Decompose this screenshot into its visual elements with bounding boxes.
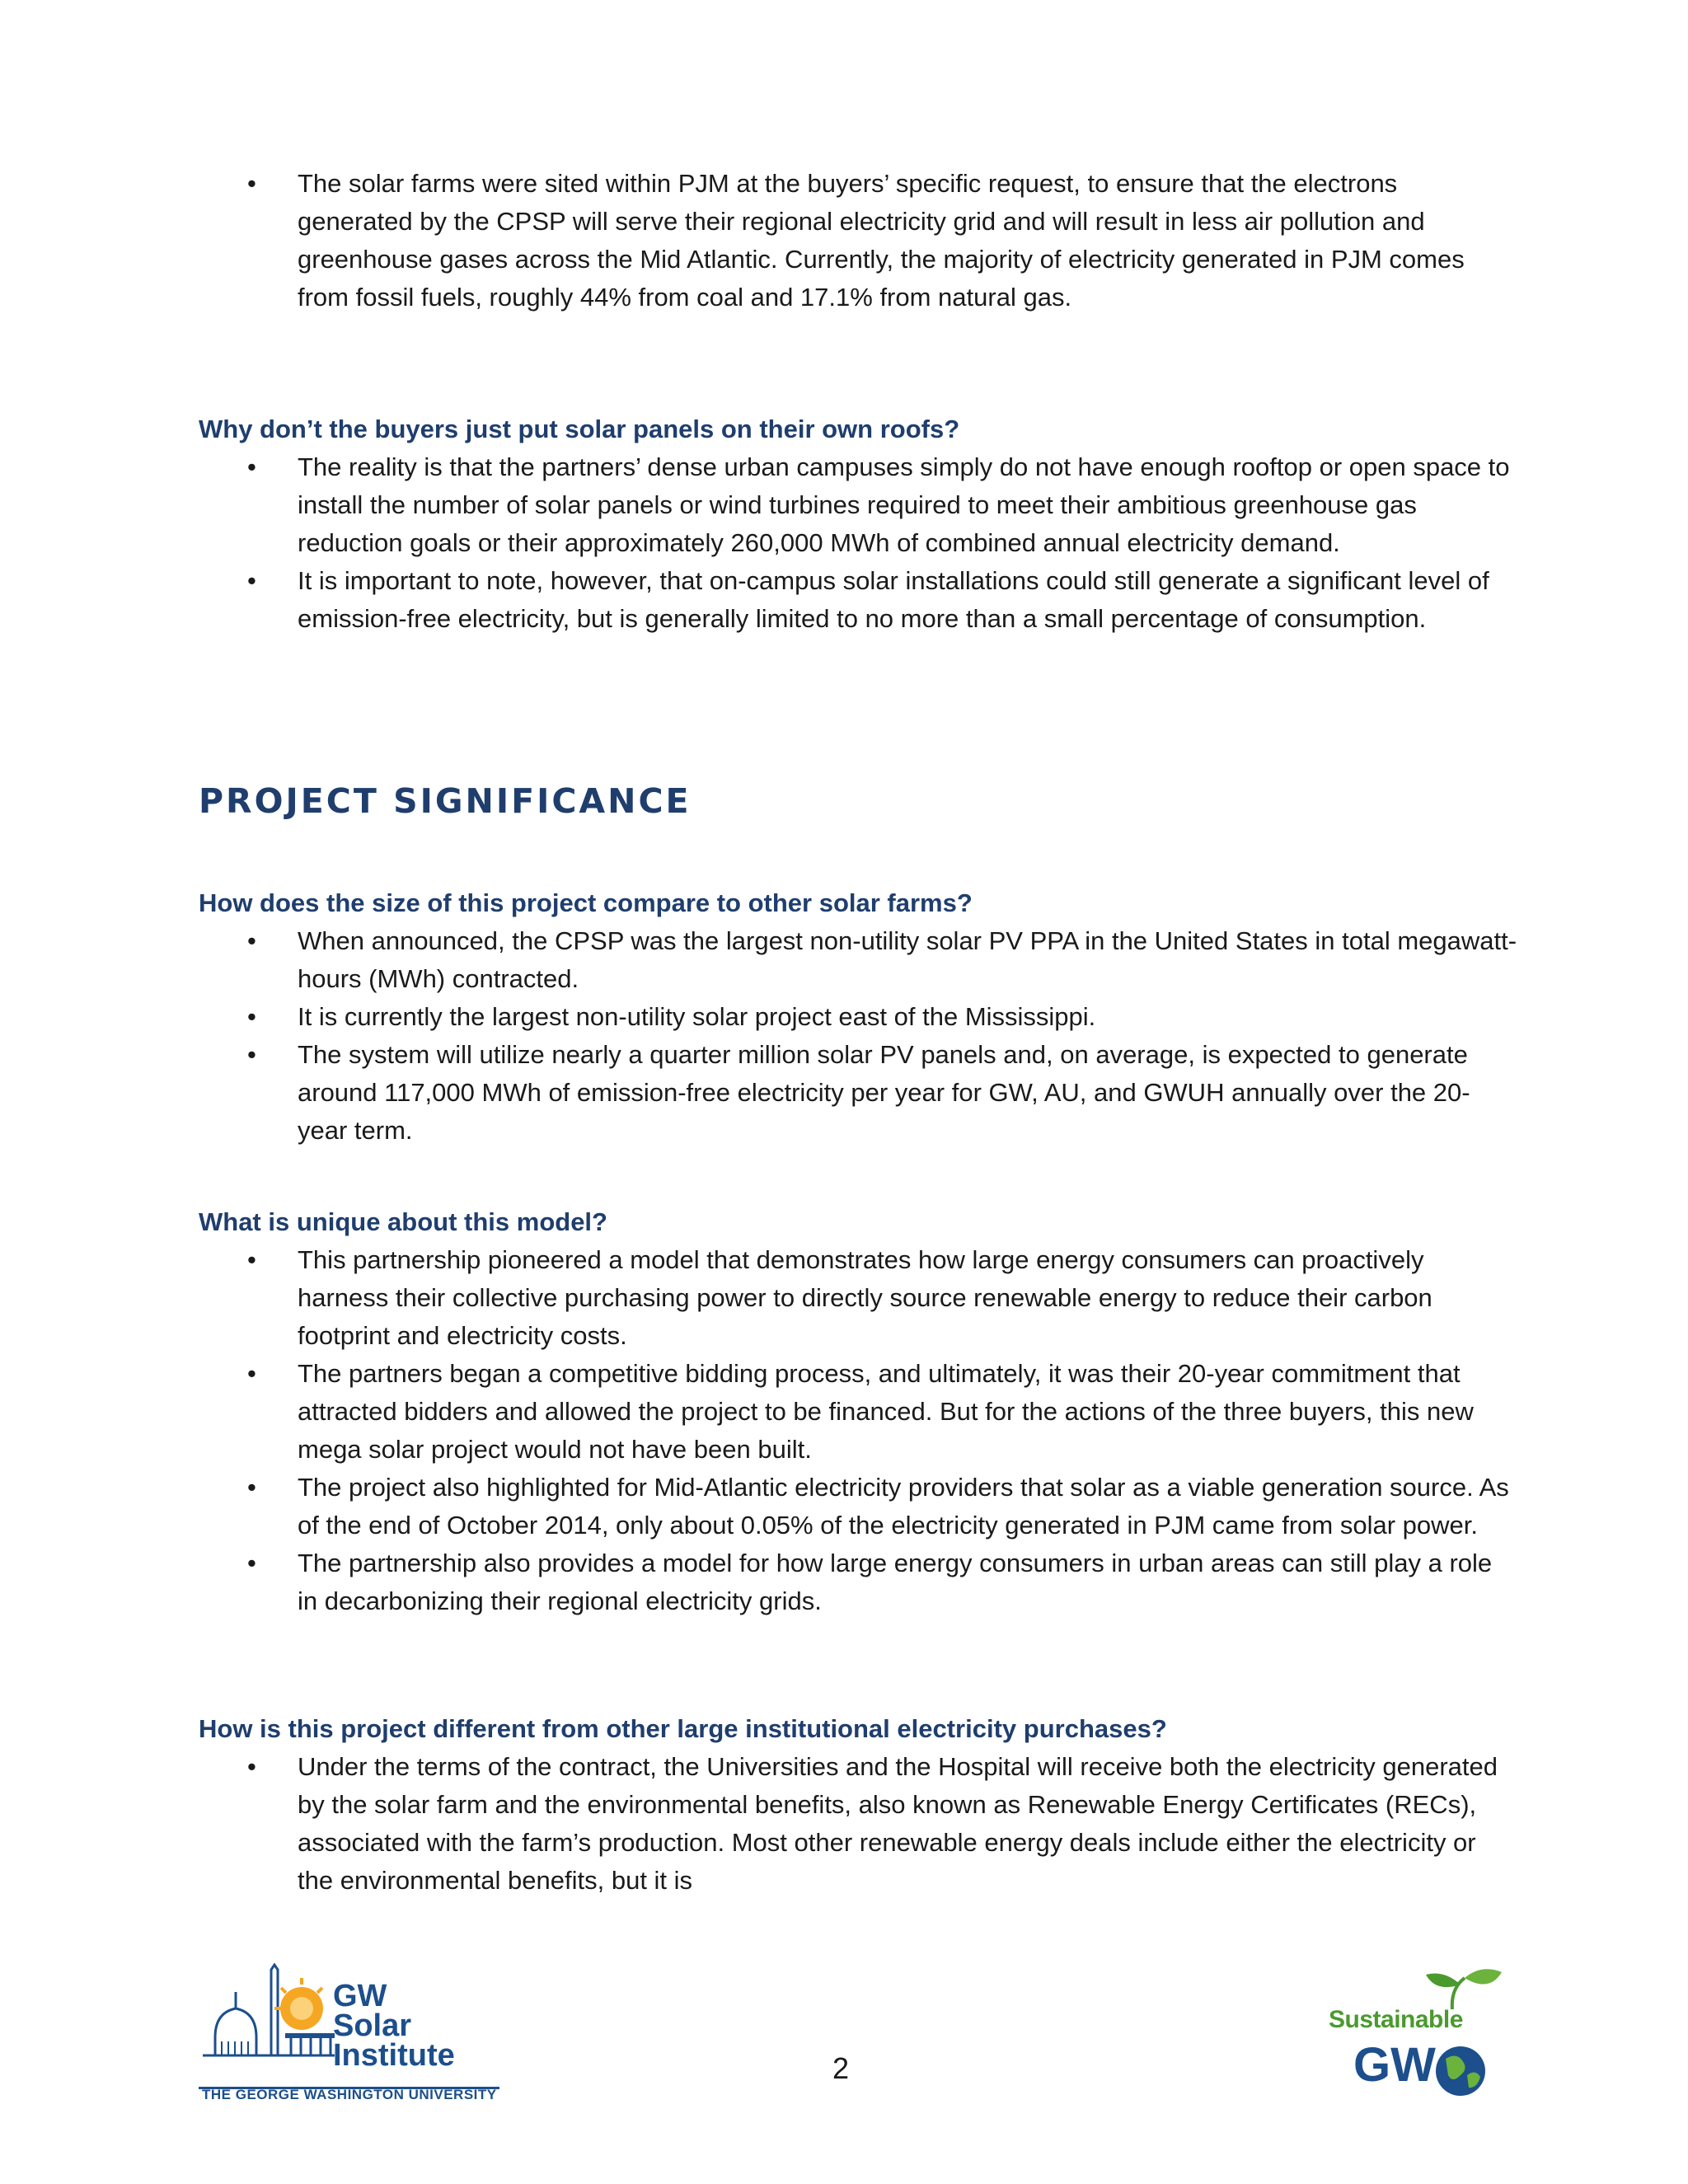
faq-project-size <box>199 884 1517 1150</box>
question-heading: How is this project different from other large institutional electricity purchases? <box>199 1714 1167 1743</box>
bullet-icon: • <box>247 1359 256 1388</box>
sustainable-gw-logo <box>1329 1960 1510 2104</box>
logo-subtitle: THE GEORGE WASHINGTON UNIVERSITY <box>202 2087 497 2102</box>
answer-bullet-list <box>199 1748 1517 1900</box>
intro-section <box>199 165 1517 316</box>
list-item: • Under the terms of the contract, the Universities and the Hospital will receive both the electricity generated by the solar farm and the environmental benefits, also known as Renewable Energy Certificates (RECs), associated with the farm’s production. Most other renewable energy deals include either the electricity or the environmental benefits, but it is <box>199 1748 1517 1900</box>
question-heading: How does the size of this project compare to other solar farms? <box>199 888 973 917</box>
section-project-significance <box>199 781 1517 821</box>
logo-sustainable-text: Sustainable <box>1329 2006 1463 2033</box>
list-item: • The partners began a competitive bidding process, and ultimately, it was their 20-year commitment that attracted bidders and allowed the project to be financed. But for the actions of the three buyers, this new mega solar project would not have been built. <box>199 1355 1517 1469</box>
bullet-icon: • <box>247 452 256 481</box>
gw-solar-institute-logo <box>199 1963 504 2116</box>
logo-title: GW Solar Institute <box>333 1979 455 2073</box>
bullet-icon: • <box>247 1245 256 1274</box>
intro-bullet-list <box>199 165 1517 316</box>
list-item: • It is currently the largest non-utility solar project east of the Mississippi. <box>199 998 1517 1036</box>
list-item: • When announced, the CPSP was the largest non-utility solar PV PPA in the United States in total megawatt-hours (MWh) contracted. <box>199 922 1517 998</box>
bullet-icon: • <box>247 1752 256 1781</box>
question-heading: What is unique about this model? <box>199 1207 607 1236</box>
list-item: • This partnership pioneered a model that demonstrates how large energy consumers can proactively harness their collective purchasing power to directly source renewable energy to reduce their carbon footprint and electricity costs. <box>199 1241 1517 1355</box>
faq-different-purchases <box>199 1710 1517 1900</box>
list-item: • The solar farms were sited within PJM at the buyers’ specific request, to ensure that the electrons generated by the CPSP will serve their regional electricity grid and will result in less air pollution and greenhouse gases across the Mid Atlantic. Currently, the majority of electricity generated in PJM comes from fossil fuels, roughly 44% from coal and 17.1% from natural gas. <box>199 165 1517 316</box>
bullet-icon: • <box>247 1549 256 1577</box>
logo-gw-text: GW <box>1353 2038 1436 2092</box>
answer-bullet-list <box>199 1241 1517 1620</box>
list-item: • The system will utilize nearly a quarter million solar PV panels and, on average, is expected to generate around 117,000 MWh of emission-free electricity per year for GW, AU, and GWUH annually over the 20-year term. <box>199 1036 1517 1150</box>
section-title: PROJECT SIGNIFICANCE <box>199 781 692 821</box>
bullet-icon: • <box>247 169 256 198</box>
bullet-icon: • <box>247 1002 256 1031</box>
faq-roofs <box>199 410 1517 638</box>
bullet-icon: • <box>247 926 256 955</box>
bullet-icon: • <box>247 1040 256 1069</box>
list-item: • It is important to note, however, that on-campus solar installations could still generate a significant level of emission-free electricity, but is generally limited to no more than a small percentage of consumption. <box>199 562 1517 638</box>
faq-unique-model <box>199 1203 1517 1620</box>
list-item: • The reality is that the partners’ dense urban campuses simply do not have enough rooftop or open space to install the number of solar panels or wind turbines required to meet their ambitious greenhouse gas reduction goals or their approximately 260,000 MWh of combined annual electricity demand. <box>199 448 1517 562</box>
list-item: • The project also highlighted for Mid-Atlantic electricity providers that solar as a viable generation source. As of the end of October 2014, only about 0.05% of the electricity generated in PJM came from solar power. <box>199 1469 1517 1544</box>
question-heading: Why don’t the buyers just put solar panels on their own roofs? <box>199 415 960 443</box>
bullet-icon: • <box>247 566 256 595</box>
list-item: • The partnership also provides a model for how large energy consumers in urban areas can still play a role in decarbonizing their regional electricity grids. <box>199 1544 1517 1620</box>
answer-bullet-list <box>199 922 1517 1150</box>
answer-bullet-list <box>199 448 1517 638</box>
page-number: 2 <box>832 2051 850 2085</box>
bullet-icon: • <box>247 1473 256 1502</box>
